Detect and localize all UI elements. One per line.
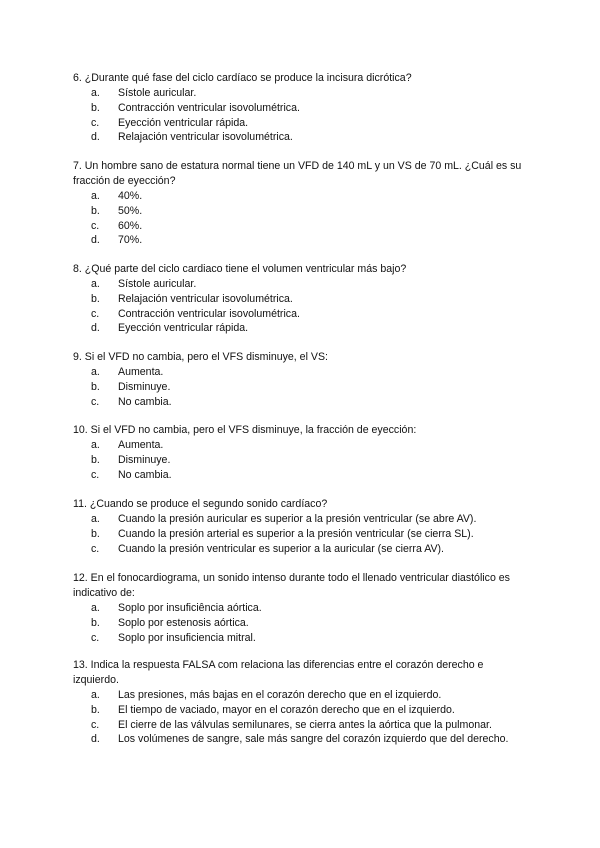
option-item <box>73 631 528 646</box>
option-text: Sístole auricular. <box>118 87 197 99</box>
option-list <box>73 189 528 248</box>
option-letter: c. <box>91 468 100 481</box>
option-letter: c. <box>91 718 100 731</box>
option-text: Eyección ventricular rápida. <box>118 322 249 335</box>
option-letter: c. <box>91 116 100 129</box>
question-stem: 11. ¿Cuando se produce el segundo sonido cardíaco? <box>73 498 328 510</box>
option-letter: b. <box>91 527 100 540</box>
option-item <box>73 189 528 204</box>
question-stem: 8. ¿Qué parte del ciclo cardiaco tiene el volumen ventricular más bajo? <box>73 263 407 275</box>
option-letter: c. <box>91 307 100 320</box>
option-text: Relajación ventricular isovolumétrica. <box>118 292 293 305</box>
option-item <box>73 277 528 292</box>
option-text: Eyección ventricular rápida. <box>118 116 249 129</box>
option-item <box>73 718 528 733</box>
question-stem: 12. En el fonocardiograma, un sonido intenso durante todo el llenado ventricular diastólico es indicativo de: <box>73 572 510 599</box>
option-letter: c. <box>91 542 100 555</box>
option-item <box>73 380 528 395</box>
option-text: 40%. <box>118 190 143 202</box>
option-item <box>73 732 528 747</box>
option-text: Soplo por estenosis aórtica. <box>118 616 249 629</box>
option-letter: b. <box>91 616 100 629</box>
option-list <box>73 365 528 409</box>
option-letter: b. <box>91 703 100 716</box>
option-letter: c. <box>91 219 100 232</box>
option-text: Aumenta. <box>118 439 164 451</box>
option-letter: d. <box>91 733 100 746</box>
option-letter: b. <box>91 204 100 217</box>
question-stem: 13. Indica la respuesta FALSA com relaciona las diferencias entre el corazón derecho e izquierdo. <box>73 659 484 686</box>
option-text: 60%. <box>118 219 143 232</box>
option-letter: c. <box>91 631 100 644</box>
option-text: Cuando la presión arterial es superior a la presión ventricular (se cierra SL). <box>118 527 474 540</box>
option-item <box>73 116 528 131</box>
option-item <box>73 616 528 631</box>
option-text: Disminuye. <box>118 380 171 393</box>
option-item <box>73 307 528 322</box>
option-text: Aumenta. <box>118 366 164 378</box>
option-item <box>73 438 528 453</box>
option-letter: a. <box>91 87 100 99</box>
option-letter: d. <box>91 322 100 335</box>
question-9 <box>73 350 528 409</box>
question-stem: 10. Si el VFD no cambia, pero el VFS disminuye, la fracción de eyección: <box>73 424 417 436</box>
option-text: Los volúmenes de sangre, sale más sangre del corazón izquierdo que del derecho. <box>118 733 509 746</box>
option-item <box>73 101 528 116</box>
option-letter: a. <box>91 366 100 378</box>
option-item <box>73 233 528 248</box>
option-item <box>73 365 528 380</box>
option-letter: c. <box>91 395 100 408</box>
option-item <box>73 292 528 307</box>
question-10 <box>73 423 528 482</box>
option-letter: b. <box>91 292 100 305</box>
option-text: No cambia. <box>118 468 172 481</box>
option-text: El tiempo de vaciado, mayor en el corazón derecho que en el izquierdo. <box>118 703 455 716</box>
option-letter: a. <box>91 278 100 290</box>
option-item <box>73 542 528 557</box>
option-text: Sístole auricular. <box>118 278 197 290</box>
option-text: Contracción ventricular isovolumétrica. <box>118 307 300 320</box>
option-item <box>73 468 528 483</box>
question-stem: 9. Si el VFD no cambia, pero el VFS disminuye, el VS: <box>73 351 328 363</box>
option-letter: b. <box>91 380 100 393</box>
option-text: Las presiones, más bajas en el corazón derecho que en el izquierdo. <box>118 689 442 701</box>
option-letter: b. <box>91 453 100 466</box>
option-item <box>73 219 528 234</box>
option-text: El cierre de las válvulas semilunares, se cierra antes la aórtica que la pulmonar. <box>118 718 492 731</box>
option-letter: b. <box>91 101 100 114</box>
option-letter: d. <box>91 234 100 247</box>
option-item <box>73 130 528 145</box>
option-list <box>73 512 528 556</box>
option-text: Contracción ventricular isovolumétrica. <box>118 101 300 114</box>
option-list <box>73 277 528 336</box>
option-letter: a. <box>91 513 100 525</box>
question-12 <box>73 571 528 645</box>
option-letter: a. <box>91 602 100 614</box>
option-item <box>73 703 528 718</box>
option-item <box>73 527 528 542</box>
option-text: Soplo por insuficiência aórtica. <box>118 602 262 614</box>
option-item <box>73 688 528 703</box>
option-text: No cambia. <box>118 395 172 408</box>
question-stem: 6. ¿Durante qué fase del ciclo cardíaco se produce la incisura dicrótica? <box>73 72 412 84</box>
option-item <box>73 204 528 219</box>
option-item <box>73 321 528 336</box>
option-list <box>73 688 528 747</box>
option-letter: a. <box>91 689 100 701</box>
option-list <box>73 86 528 145</box>
question-8 <box>73 262 528 336</box>
option-letter: a. <box>91 190 100 202</box>
option-item <box>73 601 528 616</box>
question-6 <box>73 71 528 145</box>
option-text: 70%. <box>118 234 143 247</box>
option-item <box>73 395 528 410</box>
option-item <box>73 512 528 527</box>
option-item <box>73 453 528 468</box>
option-text: Soplo por insuficiencia mitral. <box>118 631 256 644</box>
option-text: Cuando la presión auricular es superior a la presión ventricular (se abre AV). <box>118 513 477 525</box>
question-13 <box>73 658 528 747</box>
option-text: Cuando la presión ventricular es superior a la auricular (se cierra AV). <box>118 542 445 555</box>
option-letter: a. <box>91 439 100 451</box>
option-list <box>73 438 528 482</box>
option-text: 50%. <box>118 204 143 217</box>
question-11 <box>73 497 528 556</box>
question-stem: 7. Un hombre sano de estatura normal tiene un VFD de 140 mL y un VS de 70 mL. ¿Cuál es su fracción de eyección? <box>73 160 522 187</box>
option-letter: d. <box>91 131 100 144</box>
option-text: Disminuye. <box>118 453 171 466</box>
option-text: Relajación ventricular isovolumétrica. <box>118 131 293 144</box>
option-list <box>73 601 528 645</box>
question-7 <box>73 159 528 248</box>
option-item <box>73 86 528 101</box>
